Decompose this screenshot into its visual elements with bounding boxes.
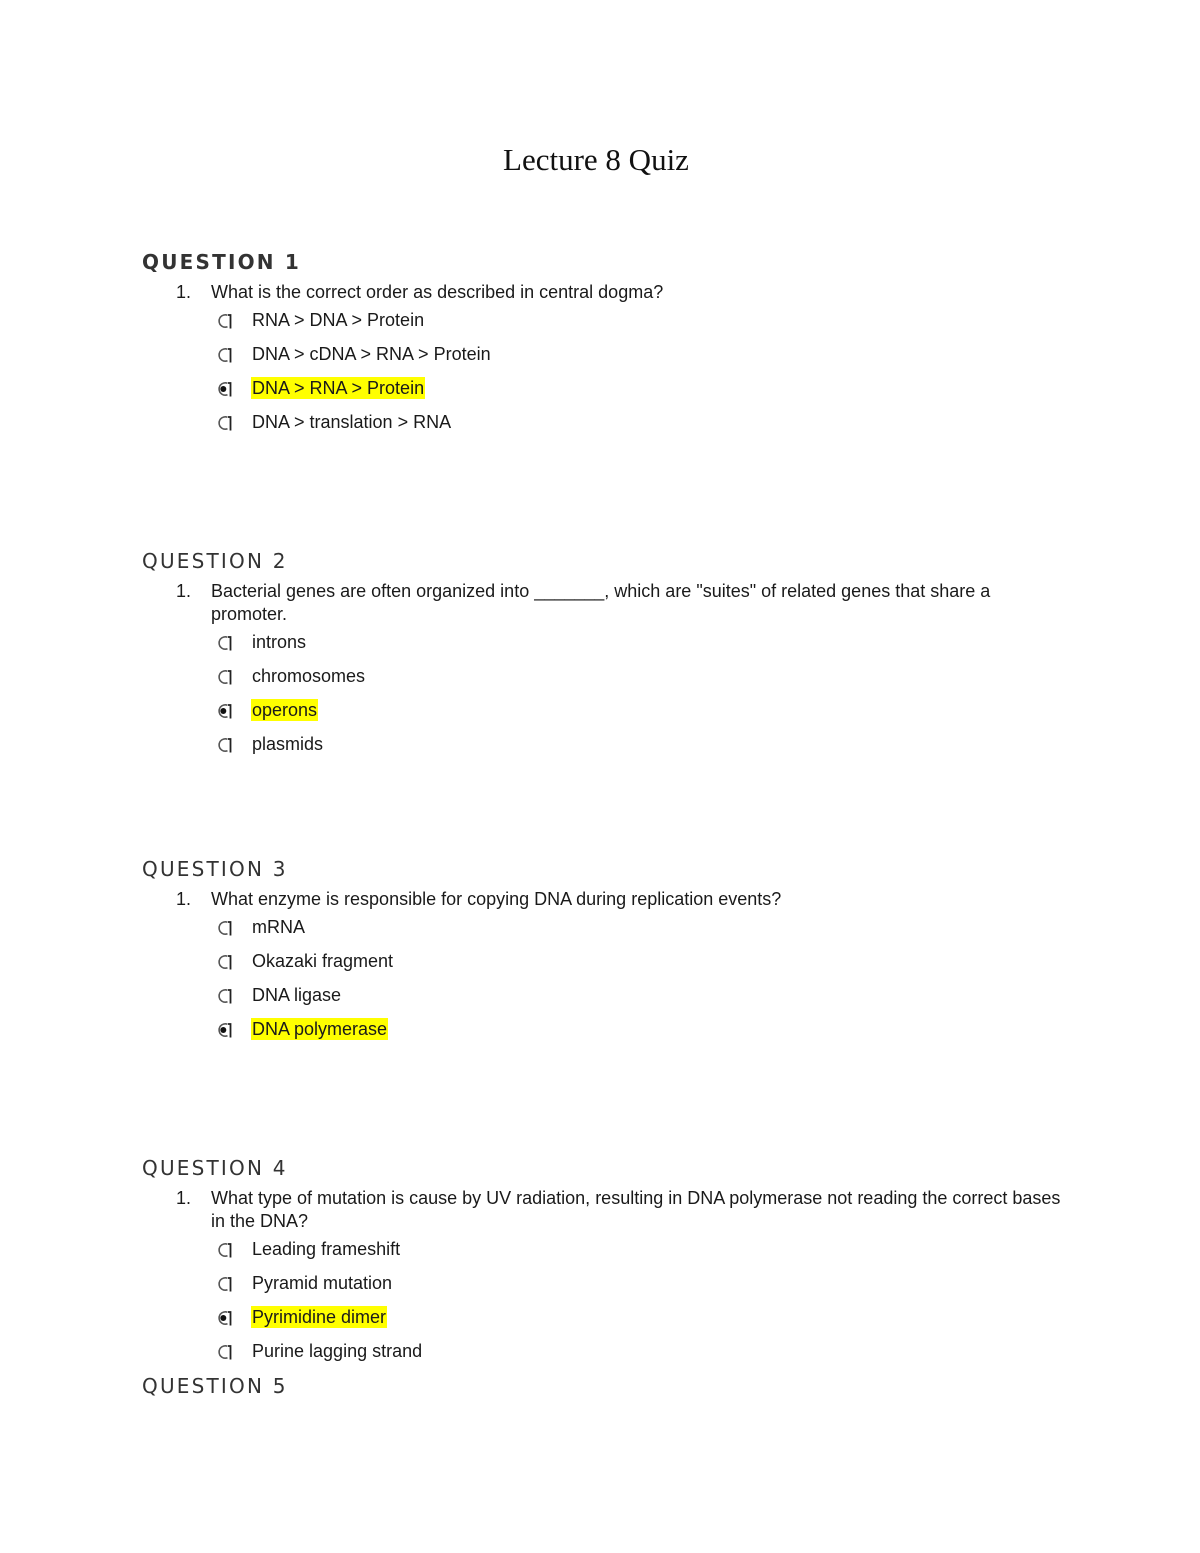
question-heading: QUESTION 1 <box>142 250 302 274</box>
question-3 <box>142 856 1102 1052</box>
answer-options <box>142 309 1102 445</box>
radio-button-icon[interactable] <box>215 1309 233 1327</box>
question-prompt <box>142 580 1102 626</box>
radio-button-icon[interactable] <box>215 312 233 330</box>
question-prompt <box>142 1187 1102 1233</box>
answer-option-label: Pyrimidine dimer <box>252 1307 387 1327</box>
answer-option-label: chromosomes <box>252 666 366 686</box>
radio-button-icon[interactable] <box>215 1241 233 1259</box>
answer-option[interactable] <box>142 950 1102 984</box>
answer-option[interactable] <box>142 984 1102 1018</box>
radio-button-icon[interactable] <box>215 1275 233 1293</box>
radio-button-icon[interactable] <box>215 1021 233 1039</box>
radio-button-icon[interactable] <box>215 668 233 686</box>
answer-option[interactable] <box>142 1306 1102 1340</box>
question-2 <box>142 548 1102 767</box>
question-text: What enzyme is responsible for copying DNA during replication events? <box>211 889 782 909</box>
answer-option-label: DNA > translation > RNA <box>252 412 452 432</box>
answer-option-label: DNA > cDNA > RNA > Protein <box>252 344 491 364</box>
question-heading: QUESTION 3 <box>142 857 288 881</box>
radio-button-icon[interactable] <box>215 702 233 720</box>
answer-option[interactable] <box>142 665 1102 699</box>
answer-options <box>142 631 1102 767</box>
answer-option[interactable] <box>142 916 1102 950</box>
question-4 <box>142 1155 1102 1374</box>
answer-option-label: Leading frameshift <box>252 1239 401 1259</box>
question-prompt <box>142 888 1102 911</box>
question-number: 1. <box>176 581 192 601</box>
answer-option[interactable] <box>142 343 1102 377</box>
radio-button-icon[interactable] <box>215 987 233 1005</box>
answer-option[interactable] <box>142 1272 1102 1306</box>
answer-option-label: plasmids <box>252 734 324 754</box>
question-1 <box>142 249 1102 445</box>
answer-option-label: Purine lagging strand <box>252 1341 423 1361</box>
answer-option[interactable] <box>142 309 1102 343</box>
answer-option-label: DNA > RNA > Protein <box>252 378 425 398</box>
page-title: Lecture 8 Quiz <box>503 142 689 177</box>
question-text: Bacterial genes are often organized into _______, which are "suites" of related genes that share a promoter. <box>211 581 991 624</box>
answer-option[interactable] <box>142 377 1102 411</box>
question-text: What type of mutation is cause by UV radiation, resulting in DNA polymerase not reading the correct bases in the DNA? <box>211 1188 1061 1231</box>
question-5 <box>142 1373 1102 1399</box>
answer-option-label: operons <box>252 700 318 720</box>
answer-option-label: DNA polymerase <box>252 1019 388 1039</box>
answer-option-label: Pyramid mutation <box>252 1273 393 1293</box>
radio-button-icon[interactable] <box>215 1343 233 1361</box>
radio-button-icon[interactable] <box>215 414 233 432</box>
answer-option[interactable] <box>142 699 1102 733</box>
question-heading: QUESTION 5 <box>142 1374 288 1398</box>
radio-button-icon[interactable] <box>215 919 233 937</box>
answer-option-label: introns <box>252 632 307 652</box>
answer-option[interactable] <box>142 733 1102 767</box>
radio-button-icon[interactable] <box>215 736 233 754</box>
question-number: 1. <box>176 282 192 302</box>
answer-option[interactable] <box>142 411 1102 445</box>
radio-button-icon[interactable] <box>215 380 233 398</box>
answer-option-label: DNA ligase <box>252 985 342 1005</box>
question-number: 1. <box>176 1188 192 1208</box>
radio-button-icon[interactable] <box>215 346 233 364</box>
question-prompt <box>142 281 1102 304</box>
answer-option-label: mRNA <box>252 917 305 937</box>
radio-button-icon[interactable] <box>215 953 233 971</box>
question-heading: QUESTION 4 <box>142 1156 288 1180</box>
answer-option[interactable] <box>142 631 1102 665</box>
question-heading: QUESTION 2 <box>142 549 288 573</box>
question-number: 1. <box>176 889 192 909</box>
question-text: What is the correct order as described in central dogma? <box>211 282 664 302</box>
answer-option[interactable] <box>142 1340 1102 1374</box>
answer-option[interactable] <box>142 1018 1102 1052</box>
answer-option[interactable] <box>142 1238 1102 1272</box>
answer-option-label: RNA > DNA > Protein <box>252 310 425 330</box>
answer-options <box>142 1238 1102 1374</box>
radio-button-icon[interactable] <box>215 634 233 652</box>
answer-options <box>142 916 1102 1052</box>
answer-option-label: Okazaki fragment <box>252 951 394 971</box>
